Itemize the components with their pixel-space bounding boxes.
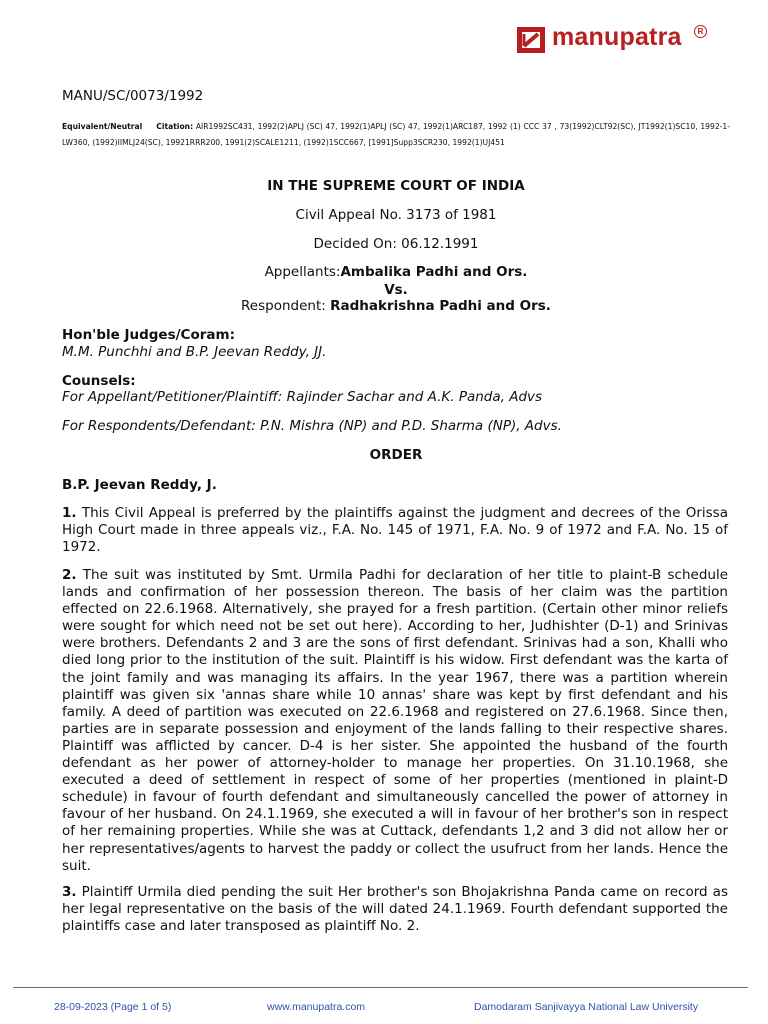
logo-wordmark: manupatra: [552, 23, 682, 51]
respondent-names: Radhakrishna Padhi and Ors.: [330, 298, 551, 314]
paragraph-text: The suit was instituted by Smt. Urmila Padhi for declaration of her title to plaint-B schedule lands and confirmation of her possession thereon. The basis of her claim was the partition effected on 22.6.1968. Alternatively, she prayed for a fresh partition. (Certain other minor reliefs were sought for which need not be set out here). According to her, Judhishter (D-1) and Srinivas were brothers. Defendants 2 and 3 are the sons of first defendant. Srinivas had a son, Khalli who died long prior to the institution of the suit. Plaintiff is his widow. First defendant was the karta of the joint family and was managing its affairs. In the year 1967, there was a partition wherein plaintiff was given six 'annas share while 10 annas' share was kept by first defendant and his family. A deed of partition was executed on 22.6.1968 and registered on 27.6.1968. Since then, parties are in separate possession and enjoyment of the lands falling to their respective shares. Plaintiff was afflicted by cancer. D-4 is her sister. She appointed the husband of the fourth defendant as her power of attorney-holder to manage her properties. On 31.10.1968, she executed a deed of settlement in respect of some of her properties (mentioned in plaint-D schedule) in favour of fourth defendant and simultaneously cancelled the power of attorney in favour of her husband. On 24.1.1969, she executed a will in favour of her brother's son in respect of her remaining properties. While she was at Cuttack, defendants 1,2 and 3 did not allow her or her representatives/agents to harvest the paddy or collect the usufruct from her lands. Hence the suit.: [62, 567, 729, 874]
registered-mark-icon: R: [694, 25, 707, 38]
manu-citation-id: MANU/SC/0073/1992: [62, 88, 204, 104]
citation-label-2: Citation:: [156, 122, 194, 131]
paragraph-1: [62, 505, 728, 556]
judge-name: B.P. Jeevan Reddy, J.: [62, 477, 217, 493]
manupatra-logo-icon: [516, 26, 546, 54]
counsel-appellant: For Appellant/Petitioner/Plaintiff: Rajinder Sachar and A.K. Panda, Advs: [62, 389, 543, 405]
paragraph-3: [62, 884, 728, 935]
footer-date-page: 28-09-2023 (Page 1 of 5): [54, 1001, 172, 1013]
equivalent-citations: [62, 119, 730, 151]
citation-list: AIR1992SC431, 1992(2)APLJ (SC) 47, 1992(1)APLJ (SC) 47, 1992(1)ARC187, 1992 (1) CCC 37 , 73(1992)CLT92(SC), JT1992(1)SC10, 1992-1-LW360, (1992)IIMLJ24(SC), 19921RRR200, 1991(2)SCALE1211, (1992)1SCC667, [1991]Supp3SCR230, 1992(1)UJ451: [62, 122, 730, 147]
appellants-label: Appellants:: [264, 264, 341, 280]
appellants-line: [62, 264, 730, 280]
court-name: IN THE SUPREME COURT OF INDIA: [267, 178, 525, 194]
respondent-line: [62, 298, 730, 314]
paragraph-2: [62, 567, 728, 875]
paragraph-text: Plaintiff Urmila died pending the suit Her brother's son Bhojakrishna Panda came on record as her legal representative on the basis of the will dated 24.1.1969. Fourth defendant supported the plaintiffs case and later transposed as plaintiff No. 2.: [62, 884, 728, 935]
counsel-respondent: For Respondents/Defendant: P.N. Mishra (NP) and P.D. Sharma (NP), Advs.: [62, 418, 562, 434]
counsels-heading: Counsels:: [62, 373, 136, 389]
decided-date: Decided On: 06.12.1991: [313, 236, 479, 252]
citation-label: Equivalent/Neutral: [62, 122, 143, 131]
order-heading: ORDER: [369, 447, 423, 463]
footer-divider: [13, 987, 748, 988]
coram-judges: M.M. Punchhi and B.P. Jeevan Reddy, JJ.: [62, 344, 327, 360]
versus-label: Vs.: [384, 282, 408, 298]
paragraph-number: 2.: [62, 567, 77, 583]
appeal-number: Civil Appeal No. 3173 of 1981: [295, 207, 497, 223]
coram-heading: Hon'ble Judges/Coram:: [62, 327, 235, 343]
paragraph-number: 3.: [62, 884, 77, 900]
paragraph-text: This Civil Appeal is preferred by the plaintiffs against the judgment and decrees of the Orissa High Court made in three appeals viz., F.A. No. 145 of 1971, F.A. No. 9 of 1972 and F.A. No. 15 of 1972.: [62, 505, 728, 556]
manupatra-logo: [516, 25, 712, 57]
respondent-label: Respondent:: [241, 298, 331, 314]
appellants-names: Ambalika Padhi and Ors.: [340, 264, 528, 280]
footer-website-link[interactable]: www.manupatra.com: [267, 1001, 366, 1013]
paragraph-number: 1.: [62, 505, 77, 521]
footer-institution: Damodaram Sanjivayya National Law University: [474, 1001, 699, 1013]
